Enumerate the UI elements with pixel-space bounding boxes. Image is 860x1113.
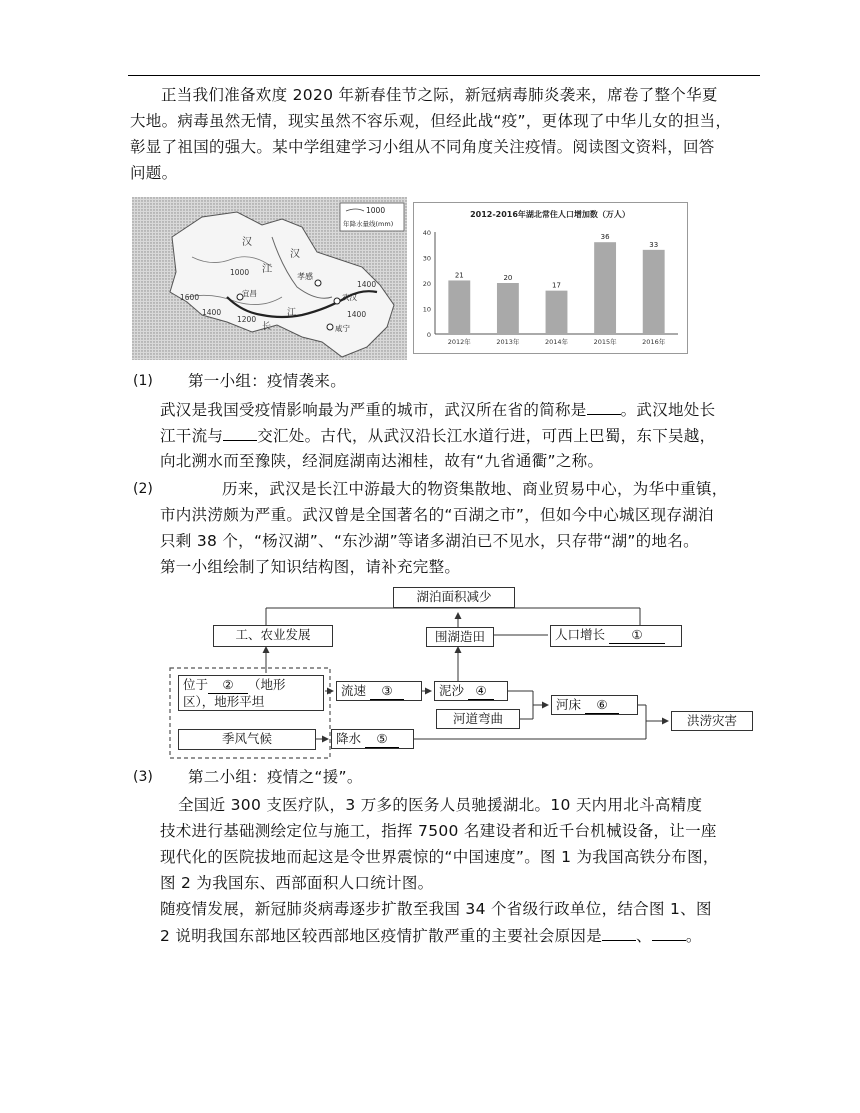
y-tick-label: 20 xyxy=(422,280,431,288)
box-lake-reduction: 湖泊面积减少 xyxy=(393,587,515,608)
q3-text: 、 xyxy=(636,927,652,945)
city-marker xyxy=(334,298,340,304)
q3-line-3: 现代化的医院拔地而起这是令世界震惊的“中国速度”。图 1 为我国高铁分布图， xyxy=(160,848,719,866)
box-speed xyxy=(336,681,422,701)
chart-title: 2012-2016年湖北常住人口增加数（万人） xyxy=(470,210,630,219)
q1-number: (1) xyxy=(133,373,153,389)
y-tick-label: 0 xyxy=(426,331,431,339)
label-han: 汉 xyxy=(242,237,252,248)
answer-blank[interactable] xyxy=(652,922,686,941)
q2-line-3: 只剩 38 个，“杨汉湖”、“东沙湖”等诸多湖泊已不见水，只存带“湖”的地名。 xyxy=(160,532,699,550)
q1-heading: 第一小组：疫情袭来。 xyxy=(188,372,347,390)
q1-line-2 xyxy=(160,422,715,449)
label-han: 汉 xyxy=(290,249,300,260)
label-jiang: 江 xyxy=(262,264,272,275)
box-flood: 洪涝灾害 xyxy=(671,711,753,731)
label-1400: 1400 xyxy=(357,280,377,289)
box-industry: 工、农业发展 xyxy=(213,625,333,647)
intro-line-2: 大地。病毒虽然无情，现实虽然不容乐观，但经此战“疫”，更体现了中华儿女的担当， xyxy=(130,112,732,130)
q3-line-5: 随疫情发展，新冠肺炎病毒逐步扩散至我国 34 个省级行政单位，结合图 1、图 xyxy=(160,900,712,918)
q3-heading: 第二小组：疫情之“援”。 xyxy=(188,768,363,786)
hubei-map xyxy=(132,197,407,360)
legend-label: 年降水量线(mm) xyxy=(343,220,394,228)
intro-line-3: 彰显了祖国的强大。某中学组建学习小组从不同角度关注疫情。阅读图文资料，回答 xyxy=(130,138,715,156)
q3-text: 。 xyxy=(685,927,702,945)
q1-text: 。武汉地处长 xyxy=(620,401,716,419)
bar xyxy=(594,242,616,334)
blank-6[interactable]: ⑥ xyxy=(585,697,619,714)
x-tick-label: 2014年 xyxy=(544,338,569,346)
city-marker xyxy=(315,280,321,286)
q1-line-1 xyxy=(160,396,715,423)
intro-line-1: 正当我们准备欢度 2020 年新春佳节之际，新冠病毒肺炎袭来，席卷了整个华夏 xyxy=(161,86,718,104)
bar xyxy=(546,291,568,334)
box-monsoon: 季风气候 xyxy=(178,729,316,750)
silt-label: 泥沙 xyxy=(439,683,465,698)
header-rule xyxy=(128,75,760,76)
x-tick-label: 2016年 xyxy=(642,338,666,346)
q2-line-4: 第一小组绘制了知识结构图，请补充完整。 xyxy=(160,558,461,576)
legend-value: 1000 xyxy=(366,206,386,215)
bar-value-label: 21 xyxy=(454,271,464,280)
box-rain xyxy=(331,729,414,749)
knowledge-diagram xyxy=(168,585,760,760)
q1-text: 江干流与 xyxy=(160,427,224,445)
label-jiang: 江 xyxy=(287,308,297,318)
box-silt xyxy=(434,681,508,701)
bar-value-label: 20 xyxy=(503,274,513,282)
bar-value-label: 36 xyxy=(600,233,610,242)
location-label: 区），地形平坦 xyxy=(183,694,265,709)
label-1200: 1200 xyxy=(237,315,257,324)
blank-2[interactable]: ② xyxy=(208,677,248,694)
bar-value-label: 17 xyxy=(552,281,561,290)
label-xianning: 咸宁 xyxy=(335,324,350,333)
label-wuhan: 武汉 xyxy=(342,293,357,302)
city-marker xyxy=(327,324,333,330)
location-label: 位于 xyxy=(183,677,209,692)
bar xyxy=(643,250,665,334)
box-meander: 河道弯曲 xyxy=(436,709,520,729)
q3-line-4: 图 2 为我国东、西部面积人口统计图。 xyxy=(160,874,434,892)
label-1400: 1400 xyxy=(202,308,222,317)
intro-line-4: 问题。 xyxy=(130,164,178,182)
answer-blank[interactable] xyxy=(602,922,636,941)
blank-4[interactable]: ④ xyxy=(468,683,494,700)
q1-text: 交汇处。古代，从武汉沿长江水道行进，可西上巴蜀，东下吴越， xyxy=(257,427,716,445)
speed-label: 流速 xyxy=(341,683,367,698)
y-tick-label: 40 xyxy=(422,229,431,237)
label-1000: 1000 xyxy=(230,268,250,277)
x-tick-label: 2013年 xyxy=(496,338,520,346)
q3-text: 2 说明我国东部地区较西部地区疫情扩散严重的主要社会原因是 xyxy=(160,927,602,945)
rain-label: 降水 xyxy=(336,731,362,746)
bar-value-label: 33 xyxy=(649,240,659,249)
q3-line-6 xyxy=(160,922,702,949)
population-chart xyxy=(413,202,688,354)
label-chang: 长 xyxy=(262,322,272,332)
q1-text: 武汉是我国受疫情影响最为严重的城市，武汉所在省的简称是 xyxy=(160,401,587,419)
y-tick-label: 10 xyxy=(422,305,431,314)
label-1600: 1600 xyxy=(180,293,200,302)
q3-line-1: 全国近 300 支医疗队，3 万多的医务人员驰援湖北。10 天内用北斗高精度 xyxy=(178,796,703,814)
x-tick-label: 2015年 xyxy=(593,338,617,346)
q3-line-2: 技术进行基础测绘定位与施工，指挥 7500 名建设者和近千台机械设备，让一座 xyxy=(160,822,717,840)
q1-line-3: 向北溯水而至豫陕，经洞庭湖南达湘桂，故有“九省通衢”之称。 xyxy=(160,452,604,470)
riverbed-label: 河床 xyxy=(556,697,582,712)
q2-number: (2) xyxy=(133,481,153,497)
location-label: （地形 xyxy=(248,677,286,692)
box-location xyxy=(178,675,324,711)
label-xiaogan: 孝感 xyxy=(297,272,313,281)
population-label: 人口增长 xyxy=(555,627,606,642)
q3-number: (3) xyxy=(133,769,153,785)
box-population xyxy=(550,625,682,647)
blank-3[interactable]: ③ xyxy=(370,683,404,700)
q2-line-1: 历来，武汉是长江中游最大的物资集散地、商业贸易中心，为华中重镇， xyxy=(222,480,728,498)
bar xyxy=(497,283,519,334)
label-1400: 1400 xyxy=(347,310,367,319)
box-reclaim: 围湖造田 xyxy=(426,627,494,647)
label-yichang: 宜昌 xyxy=(242,289,257,298)
bar xyxy=(448,280,470,334)
answer-blank[interactable] xyxy=(587,396,621,415)
blank-1[interactable]: ① xyxy=(609,627,665,644)
q2-line-2: 市内洪涝颇为严重。武汉曾是全国著名的“百湖之市”，但如今中心城区现存湖泊 xyxy=(160,506,714,524)
blank-5[interactable]: ⑤ xyxy=(365,731,399,748)
box-riverbed xyxy=(551,695,638,715)
answer-blank[interactable] xyxy=(223,422,257,441)
y-tick-label: 30 xyxy=(422,254,431,263)
x-tick-label: 2012年 xyxy=(447,338,471,346)
